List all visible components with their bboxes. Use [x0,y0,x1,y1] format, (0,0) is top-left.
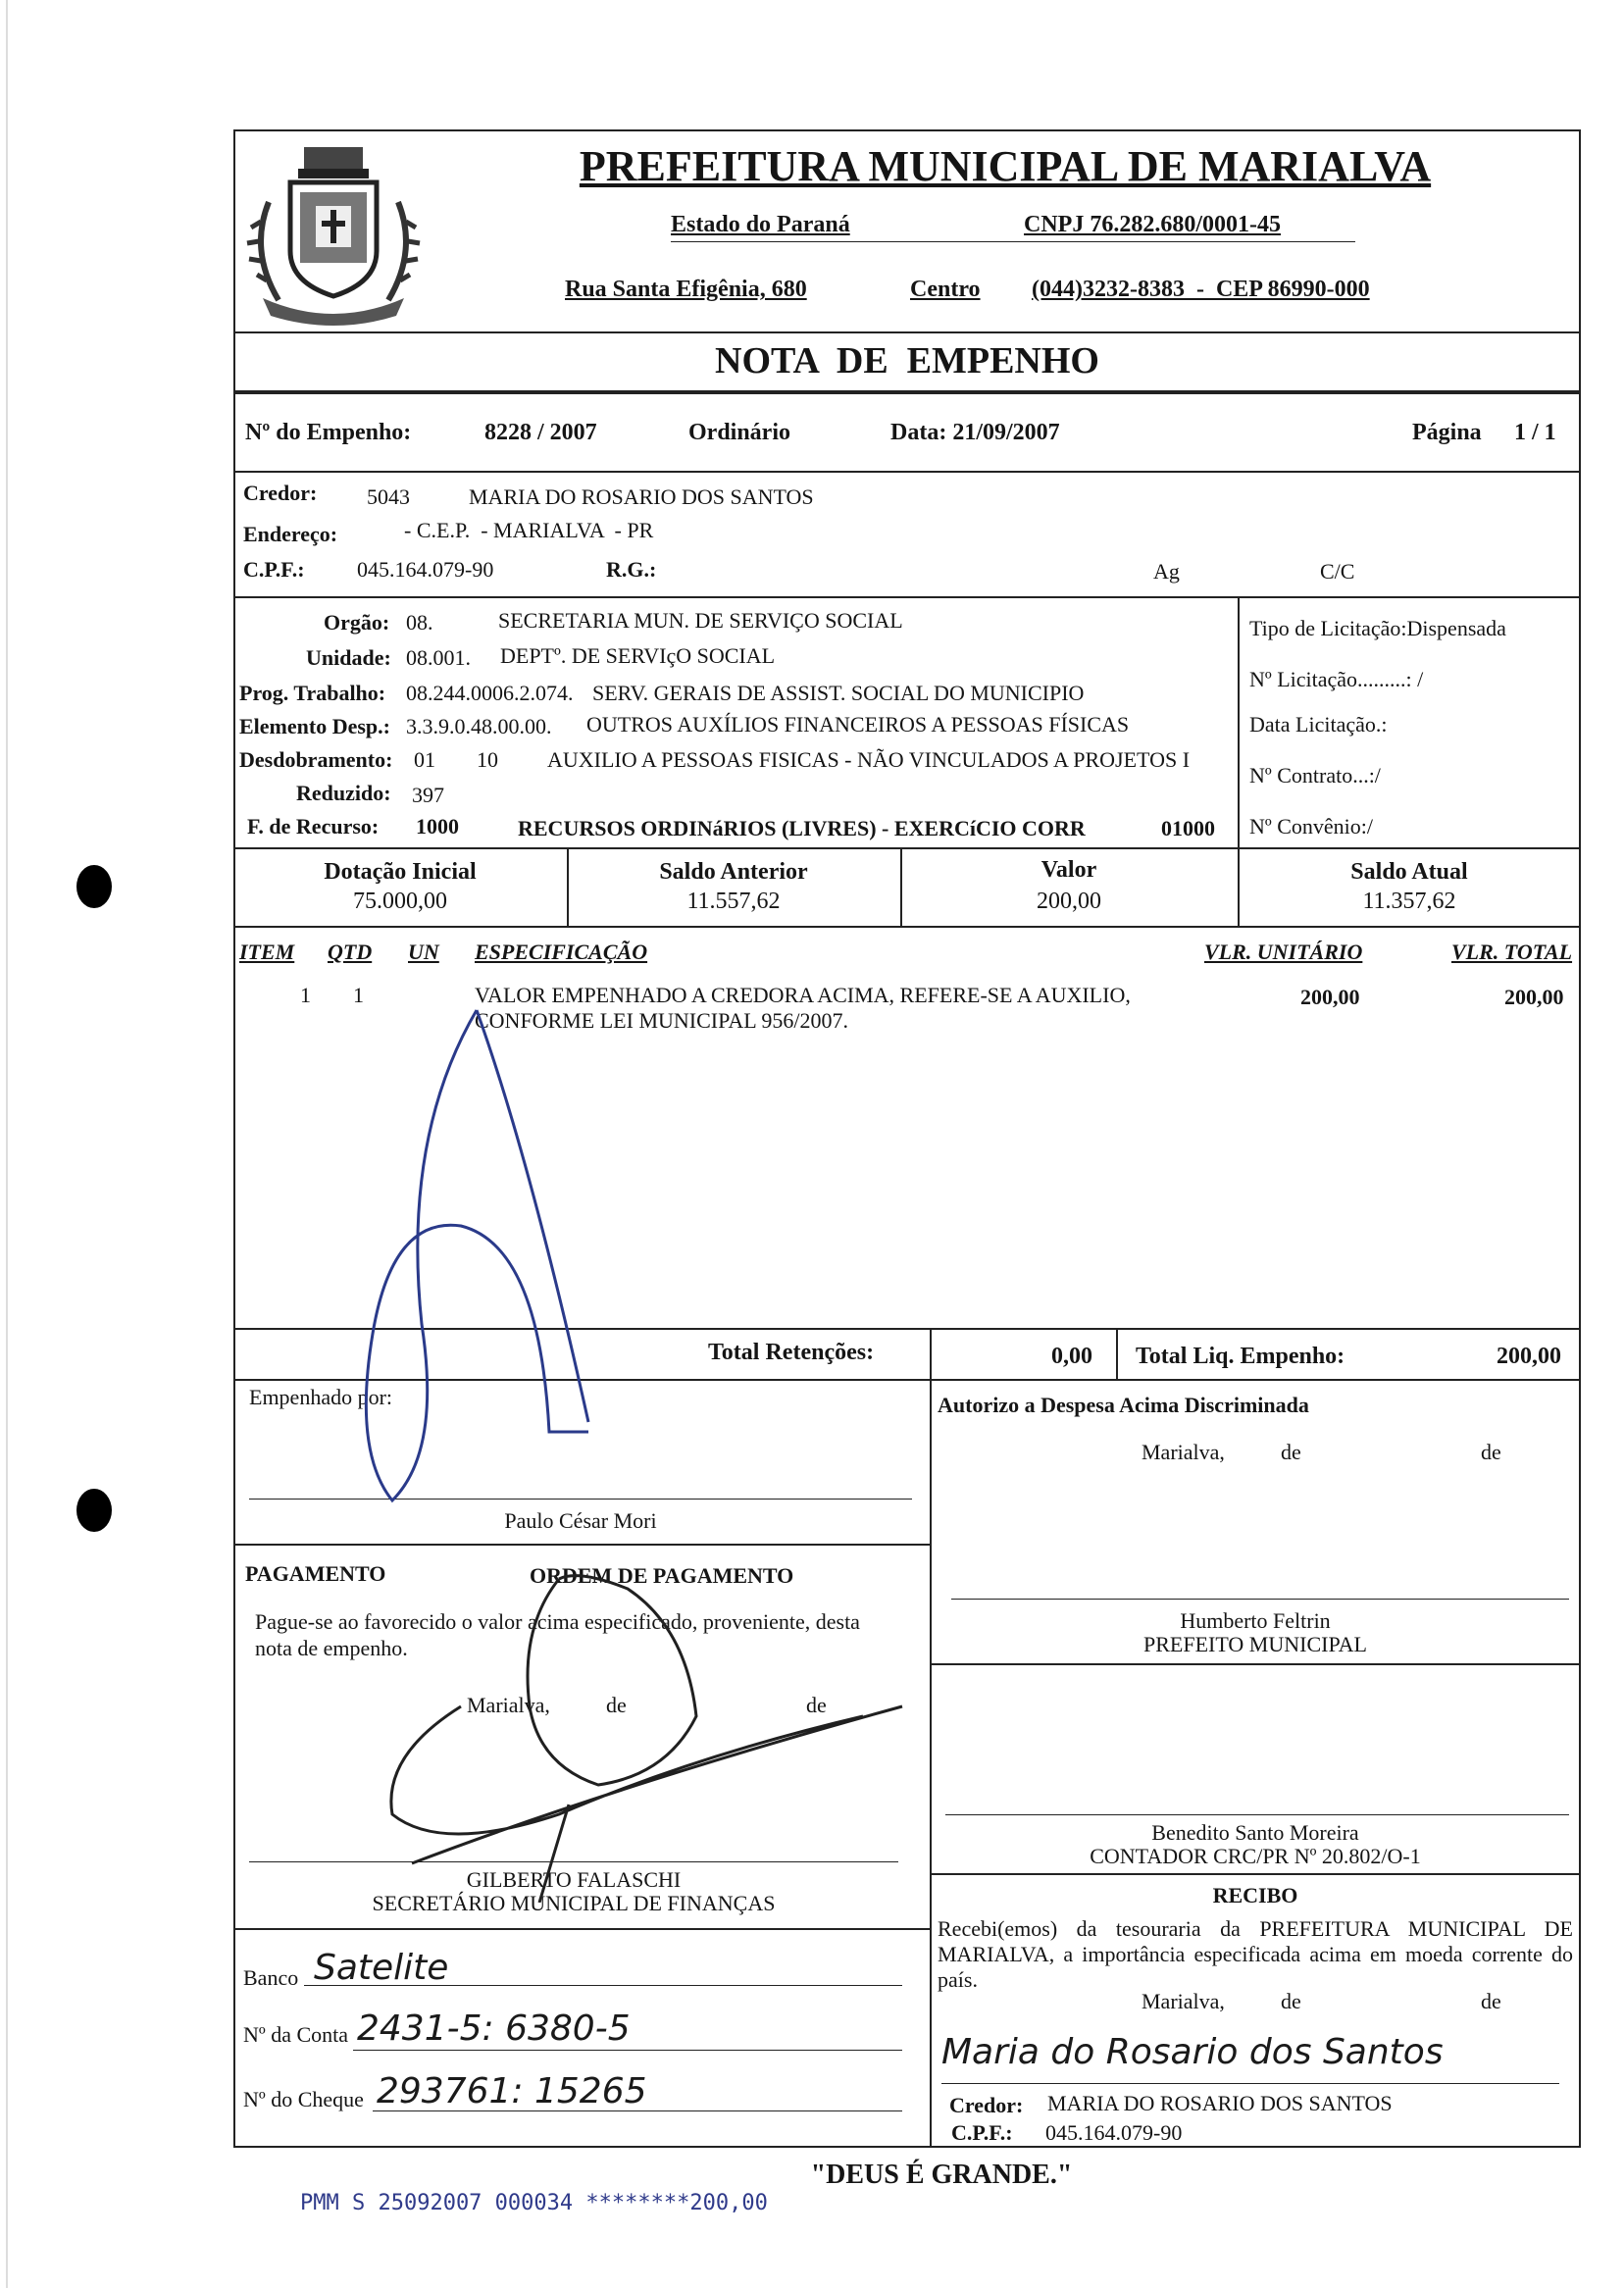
pagamento-de1: de [606,1693,627,1717]
header-rule [671,241,1355,242]
item-desc-line2: CONFORME LEI MUNICIPAL 956/2007. [475,1008,848,1033]
conta-label: Nº da Conta [243,2022,349,2047]
licitacao-tipo: Tipo de Licitação:Dispensada [1249,616,1506,640]
ag-label: Ag [1153,559,1180,584]
state-label: Estado do Paraná [671,212,850,237]
rule-class [233,847,1581,849]
col-header-item: ITEM [239,940,295,964]
item-unit-value: 200,00 [1300,985,1360,1009]
saldo-atual-value: 11.357,62 [1362,889,1456,914]
total-liq-value: 200,00 [1497,1344,1561,1369]
elemento-name: OUTROS AUXÍLIOS FINANCEIROS A PESSOAS FÍSICAS [586,712,1130,737]
convenio-numero: Nº Convênio:/ [1249,814,1373,839]
desdobramento-code2: 10 [477,747,498,772]
autorizo-signature-line [951,1599,1569,1600]
col-header-total: VLR. TOTAL [1451,940,1573,964]
recibo-place: Marialva, [1142,1989,1225,2013]
recibo-de2: de [1481,1989,1501,2013]
recibo-de1: de [1281,1989,1301,2013]
unidade-code: 08.001. [406,645,471,670]
dotacao-label: Dotação Inicial [324,859,477,885]
footer-motto: "DEUS É GRANDE." [810,2160,1073,2190]
autorizo-de2: de [1481,1440,1501,1464]
autorizo-de1: de [1281,1440,1301,1464]
prog-code: 08.244.0006.2.074. [406,681,574,705]
rule-autorizo [930,1663,1581,1665]
cpf-label: C.P.F.: [243,557,305,582]
document-title: NOTA DE EMPENHO [715,340,1099,381]
item-qtd: 1 [353,983,364,1007]
elemento-label: Elemento Desp.: [239,714,390,738]
address-street: Rua Santa Efigênia, 680 [565,277,807,302]
col-header-especificacao: ESPECIFICAÇÃO [475,940,648,964]
rule-credor [233,596,1581,598]
total-retencoes-value: 0,00 [1051,1344,1092,1369]
prog-label: Prog. Trabalho: [239,681,386,705]
recibo-label: RECIBO [1212,1883,1298,1907]
orgao-label: Orgão: [324,610,390,635]
banco-line [304,1985,902,1986]
page-label: Página [1412,420,1482,445]
empenho-number: 8228 / 2007 [484,420,597,445]
recibo-credor-name: MARIA DO ROSARIO DOS SANTOS [1047,2091,1393,2115]
saldo-anterior-label: Saldo Anterior [659,859,808,885]
punch-hole-top [76,865,112,908]
item-total-value: 200,00 [1504,985,1564,1009]
contador-name: Benedito Santo Moreira [1151,1820,1359,1845]
desdobramento-label: Desdobramento: [239,747,393,772]
credor-name: MARIA DO ROSARIO DOS SANTOS [469,484,814,509]
contador-role: CONTADOR CRC/PR Nº 20.802/O-1 [1090,1844,1421,1868]
prog-name: SERV. GERAIS DE ASSIST. SOCIAL DO MUNICIPIO [592,681,1085,705]
recibo-cpf: 045.164.079-90 [1045,2120,1183,2145]
recibo-text: Recebi(emos) da tesouraria da PREFEITURA MUNICIPAL DE MARIALVA, a importância especificada acima em moeda corrente do país. [938,1916,1573,1992]
phone-cep: (044)3232-8383 - CEP 86990-000 [1032,277,1370,302]
credor-code: 5043 [367,484,410,509]
elemento-code: 3.3.9.0.48.00.00. [406,714,552,738]
banco-label: Banco [243,1965,299,1990]
autorizo-label: Autorizo a Despesa Acima Discriminada [938,1393,1309,1417]
total-retencoes-label: Total Retenções: [708,1340,875,1365]
blue-signature-empenhado [333,1000,628,1510]
item-number: 1 [300,983,311,1007]
empenho-date: Data: 21/09/2007 [890,420,1060,445]
rule-class-divider [1238,596,1240,847]
col-header-un: UN [408,940,439,964]
rule-tot-1 [930,1328,932,1379]
licitacao-numero: Nº Licitação.........: / [1249,667,1424,691]
prefeito-role: PREFEITO MUNICIPAL [1143,1632,1367,1656]
orgao-code: 08. [406,610,433,635]
cc-label: C/C [1320,559,1355,584]
recurso-code2: 01000 [1161,816,1215,840]
empenhado-label: Empenhado por: [249,1385,393,1409]
pagamento-signer-name: GILBERTO FALASCHI [466,1867,682,1892]
item-desc-line1: VALOR EMPENHADO A CREDORA ACIMA, REFERE-SE A AUXILIO, [475,983,1131,1007]
org-title: PREFEITURA MUNICIPAL DE MARIALVA [579,142,1432,190]
cheque-line [373,2110,902,2111]
recurso-code: 1000 [416,814,459,839]
credor-cpf: 045.164.079-90 [357,557,494,582]
empenho-number-label: Nº do Empenho: [245,420,412,445]
saldo-atual-label: Saldo Atual [1350,859,1468,885]
valor-label: Valor [1040,857,1097,883]
reduzido-value: 397 [412,783,444,807]
reduzido-label: Reduzido: [296,781,391,805]
rule-empenho [233,471,1581,473]
banco-handwritten: Satelite [314,1948,449,1988]
desdobramento-name: AUXILIO A PESSOAS FISICAS - NÃO VINCULADOS A PROJETOS I [547,747,1191,772]
credor-address: - C.E.P. - MARIALVA - PR [404,518,654,542]
recurso-name: RECURSOS ORDINáRIOS (LIVRES) - EXERCíCIO CORR [518,816,1086,840]
punch-hole-bottom [76,1489,112,1532]
cheque-label: Nº do Cheque [243,2087,364,2111]
print-stamp: PMM S 25092007 000034 ********200,00 [300,2191,768,2215]
recibo-cpf-label: C.P.F.: [951,2120,1013,2145]
desdobramento-code1: 01 [414,747,435,772]
pagamento-label: PAGAMENTO [245,1561,386,1586]
rule-empenhado [233,1544,930,1546]
licitacao-data: Data Licitação.: [1249,712,1388,737]
rule-lower-divider [930,1379,932,2148]
rule-saldos [233,926,1581,928]
pagamento-place: Marialva, [467,1693,550,1717]
empenho-type: Ordinário [688,420,791,445]
address-label: Endereço: [243,522,338,546]
conta-handwritten: 2431-5: 6380-5 [357,2008,631,2049]
credor-signature: Maria do Rosario dos Santos [941,2032,1444,2072]
total-liq-label: Total Liq. Empenho: [1136,1344,1345,1369]
scan-edge-left [6,0,8,2288]
pagamento-de2: de [806,1693,827,1717]
valor-value: 200,00 [1037,889,1101,914]
contador-signature-line [945,1814,1569,1815]
rule-pagamento [233,1928,930,1930]
page-number: 1 / 1 [1514,420,1556,445]
rule-title-top [233,331,1581,333]
rg-label: R.G.: [606,557,657,582]
coat-of-arms-logo [239,133,428,326]
cnpj-label: CNPJ 76.282.680/0001-45 [1024,212,1281,237]
black-signature-falaschi [373,1569,922,1903]
saldo-anterior-value: 11.557,62 [686,889,781,914]
conta-line [353,2050,902,2051]
dotacao-value: 75.000,00 [353,889,447,914]
unidade-label: Unidade: [306,645,391,670]
ordem-pagamento-label: ORDEM DE PAGAMENTO [530,1563,794,1588]
rule-tot-2 [1116,1328,1118,1379]
autorizo-place: Marialva, [1142,1440,1225,1464]
pagamento-signer-role: SECRETÁRIO MUNICIPAL DE FINANÇAS [372,1891,776,1915]
empenhado-name: Paulo César Mori [504,1508,657,1533]
orgao-name: SECRETARIA MUN. DE SERVIÇO SOCIAL [498,608,903,633]
rule-contador [930,1873,1581,1875]
address-area: Centro [910,277,981,302]
unidade-name: DEPTº. DE SERVIçO SOCIAL [500,643,776,668]
pagamento-text: Pague-se ao favorecido o valor acima especificado, proveniente, desta nota de empenho. [255,1609,860,1660]
contrato-numero: Nº Contrato...:/ [1249,763,1381,788]
col-header-unitario: VLR. UNITÁRIO [1204,940,1363,964]
recibo-credor-label: Credor: [949,2093,1024,2117]
prefeito-name: Humberto Feltrin [1180,1608,1331,1633]
cheque-handwritten: 293761: 15265 [377,2071,647,2111]
credor-label: Credor: [243,481,318,505]
credor-signature-line [941,2083,1559,2084]
rule-title-bottom [233,390,1581,394]
col-header-qtd: QTD [328,940,373,964]
recurso-label: F. de Recurso: [247,814,380,839]
